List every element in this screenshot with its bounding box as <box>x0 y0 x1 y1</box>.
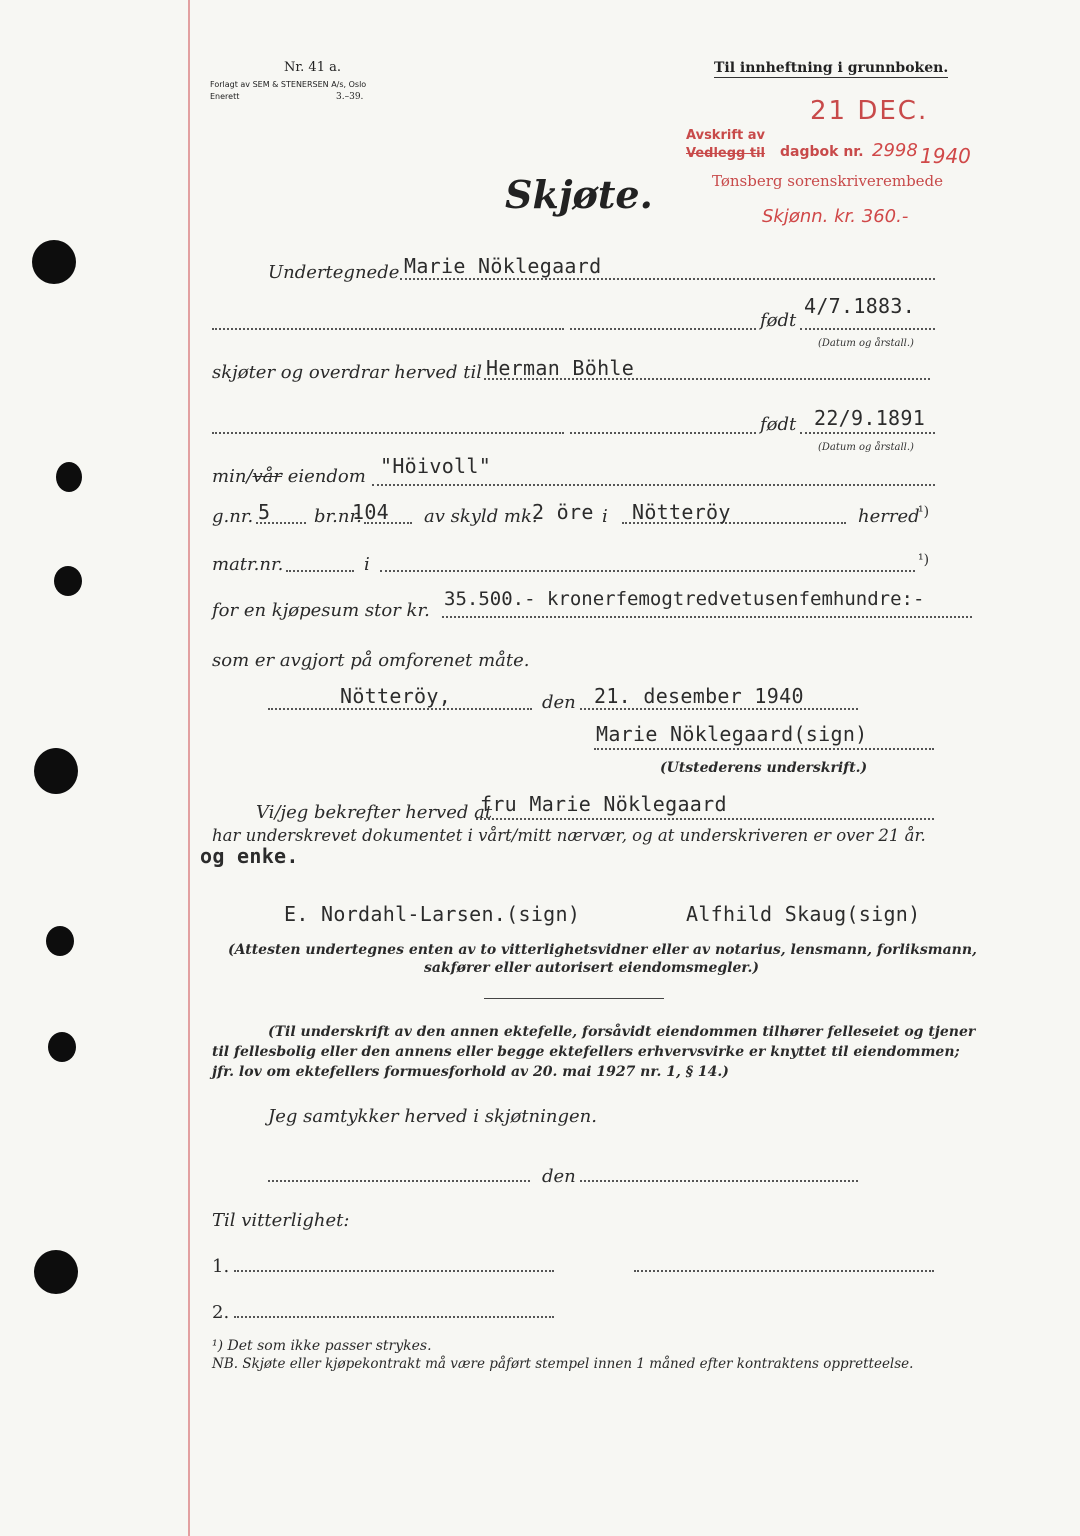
dotted-line <box>234 1270 554 1272</box>
witness-line-1-label: 1. <box>212 1256 230 1277</box>
stamp-avskrift: Avskrift av <box>686 128 765 143</box>
eiendom-word: eiendom <box>282 466 366 487</box>
matr-i-label: i <box>364 554 370 575</box>
document-title: Skjøte. <box>505 172 653 217</box>
footnote-strike-note: ¹) Det som ikke passer strykes. <box>212 1338 432 1354</box>
herred-label: herred <box>858 506 920 527</box>
dotted-line <box>212 328 564 330</box>
property-name: "Höivoll" <box>380 454 492 478</box>
brnr-value: 104 <box>352 500 390 524</box>
underskrevet-text: har underskrevet dokumentet i vårt/mitt nærvær, og at underskriveren er over 21 år. <box>212 826 926 845</box>
dotted-line <box>580 1180 858 1182</box>
punch-hole <box>34 748 78 794</box>
witness-signature-1: E. Nordahl-Larsen.(sign) <box>284 902 581 926</box>
dotted-line <box>234 1316 554 1318</box>
witness-line-2-label: 2. <box>212 1302 230 1323</box>
gnr-label: g.nr. <box>212 506 254 527</box>
stamp-fee: Skjønn. kr. 360.- <box>762 206 909 227</box>
punch-hole <box>34 1250 78 1294</box>
publisher-date: 3.–39. <box>336 92 364 102</box>
stamp-vedlegg: Vedlegg til <box>686 146 766 161</box>
footnote-nb: NB. Skjøte eller kjøpekontrakt må være påført stempel innen 1 måned efter kontraktens oppretteelse. <box>212 1356 914 1372</box>
seller-name: Marie Nöklegaard <box>404 254 602 278</box>
issuer-signature-caption: (Utstederens underskrift.) <box>660 760 868 776</box>
vitterlighet-label: Til vitterlighet: <box>212 1210 350 1231</box>
punch-hole <box>56 462 82 492</box>
dotted-line <box>268 1180 530 1182</box>
dotted-line <box>800 432 935 434</box>
buyer-name: Herman Böhle <box>486 356 635 380</box>
bekrefter-label: Vi/jeg bekrefter herved at <box>256 802 493 823</box>
dotted-line <box>800 328 935 330</box>
den-label-consent: den <box>542 1166 576 1187</box>
grunnbok-note: Til innheftning i grunnboken. <box>714 60 949 76</box>
dotted-line <box>634 1270 934 1272</box>
stamp-dagbok-number: 2998 <box>872 140 918 161</box>
punch-hole <box>46 926 74 956</box>
stamp-office: Tønsberg sorenskriverembede <box>712 172 944 190</box>
issuer-signature: Marie Nöklegaard(sign) <box>596 722 868 746</box>
matr-label: matr.nr. <box>212 554 284 575</box>
gnr-value: 5 <box>258 500 271 524</box>
punch-hole <box>54 566 82 596</box>
eiendom-min: min/ <box>212 466 253 487</box>
transfer-label: skjøter og overdrar herved til <box>212 362 482 383</box>
fodt-label: født <box>760 310 797 331</box>
kjopesum-label: for en kjøpesum stor kr. <box>212 600 430 621</box>
dotted-line <box>380 570 915 572</box>
dotted-line <box>372 484 935 486</box>
red-margin-line <box>188 0 190 1536</box>
datum-note: (Datum og årstall.) <box>818 338 914 349</box>
eiendom-var-struck: vår <box>252 466 282 487</box>
eiendom-label <box>212 466 366 487</box>
attest-note-line1: (Attesten undertegnes enten av to vitterlighetsvidner eller av notarius, lensmann, forliksmann, <box>228 942 977 958</box>
stamp-date: 21 DEC. <box>810 96 929 126</box>
buyer-birth-date: 22/9.1891 <box>814 406 926 430</box>
spouse-note-line1: (Til underskrift av den annen ektefelle, forsåvidt eiendommen tilhører felleseiet og tjener <box>268 1024 976 1040</box>
i-label: i <box>602 506 608 527</box>
herred-value: Nötteröy <box>632 500 731 524</box>
brnr-label: br.nr. <box>314 506 362 527</box>
dotted-line <box>268 708 532 710</box>
spouse-note-line3: jfr. lov om ektefellers formuesforhold av 20. mai 1927 nr. 1, § 14.) <box>212 1064 729 1080</box>
dotted-line <box>212 432 564 434</box>
footnote-mark-matr: ¹) <box>918 552 930 568</box>
publisher-line: Forlagt av SEM & STENERSEN A/s, Oslo <box>210 80 367 89</box>
confirmed-person: fru Marie Nöklegaard <box>480 792 727 816</box>
signing-date: 21. desember 1940 <box>594 684 804 708</box>
omforenet-text: som er avgjort på omforenet måte. <box>212 650 530 671</box>
skyld-value: 2 öre <box>532 500 594 524</box>
samtykke-text: Jeg samtykker herved i skjøtningen. <box>268 1106 597 1127</box>
spouse-note-line2: til fellesbolig eller den annens eller begge ektefellers erhvervsvirke er knyttet til eiendommen; <box>212 1044 960 1060</box>
dotted-line <box>570 328 756 330</box>
dotted-line <box>400 278 935 280</box>
dotted-line <box>476 818 934 820</box>
punch-hole <box>48 1032 76 1062</box>
punch-hole <box>32 240 76 284</box>
og-enke-note: og enke. <box>200 844 299 868</box>
dotted-line <box>570 432 756 434</box>
kjopesum-value: 35.500.- kronerfemogtredvetusenfemhundre:- <box>444 588 925 610</box>
seller-birth-date: 4/7.1883. <box>804 294 916 318</box>
publisher-rights: Enerett <box>210 92 240 101</box>
signing-place: Nötteröy, <box>340 684 452 708</box>
witness-signature-2: Alfhild Skaug(sign) <box>686 902 921 926</box>
dotted-line <box>594 748 934 750</box>
attest-note-line2: sakfører eller autorisert eiendomsmegler.) <box>424 960 759 976</box>
skyld-label: av skyld mk. <box>424 506 538 527</box>
stamp-dagbok: dagbok nr. <box>780 144 864 160</box>
footnote-mark: ¹) <box>918 504 930 520</box>
den-label: den <box>542 692 576 713</box>
datum-note-buyer: (Datum og årstall.) <box>818 442 914 453</box>
fodt-label-buyer: født <box>760 414 797 435</box>
separator-rule <box>484 998 664 999</box>
dotted-line <box>580 708 858 710</box>
stamp-year: 1940 <box>920 144 971 168</box>
dotted-line <box>442 616 972 618</box>
form-number: Nr. 41 a. <box>284 60 341 75</box>
undertegnede-label: Undertegnede <box>268 262 400 283</box>
dotted-line <box>286 570 354 572</box>
